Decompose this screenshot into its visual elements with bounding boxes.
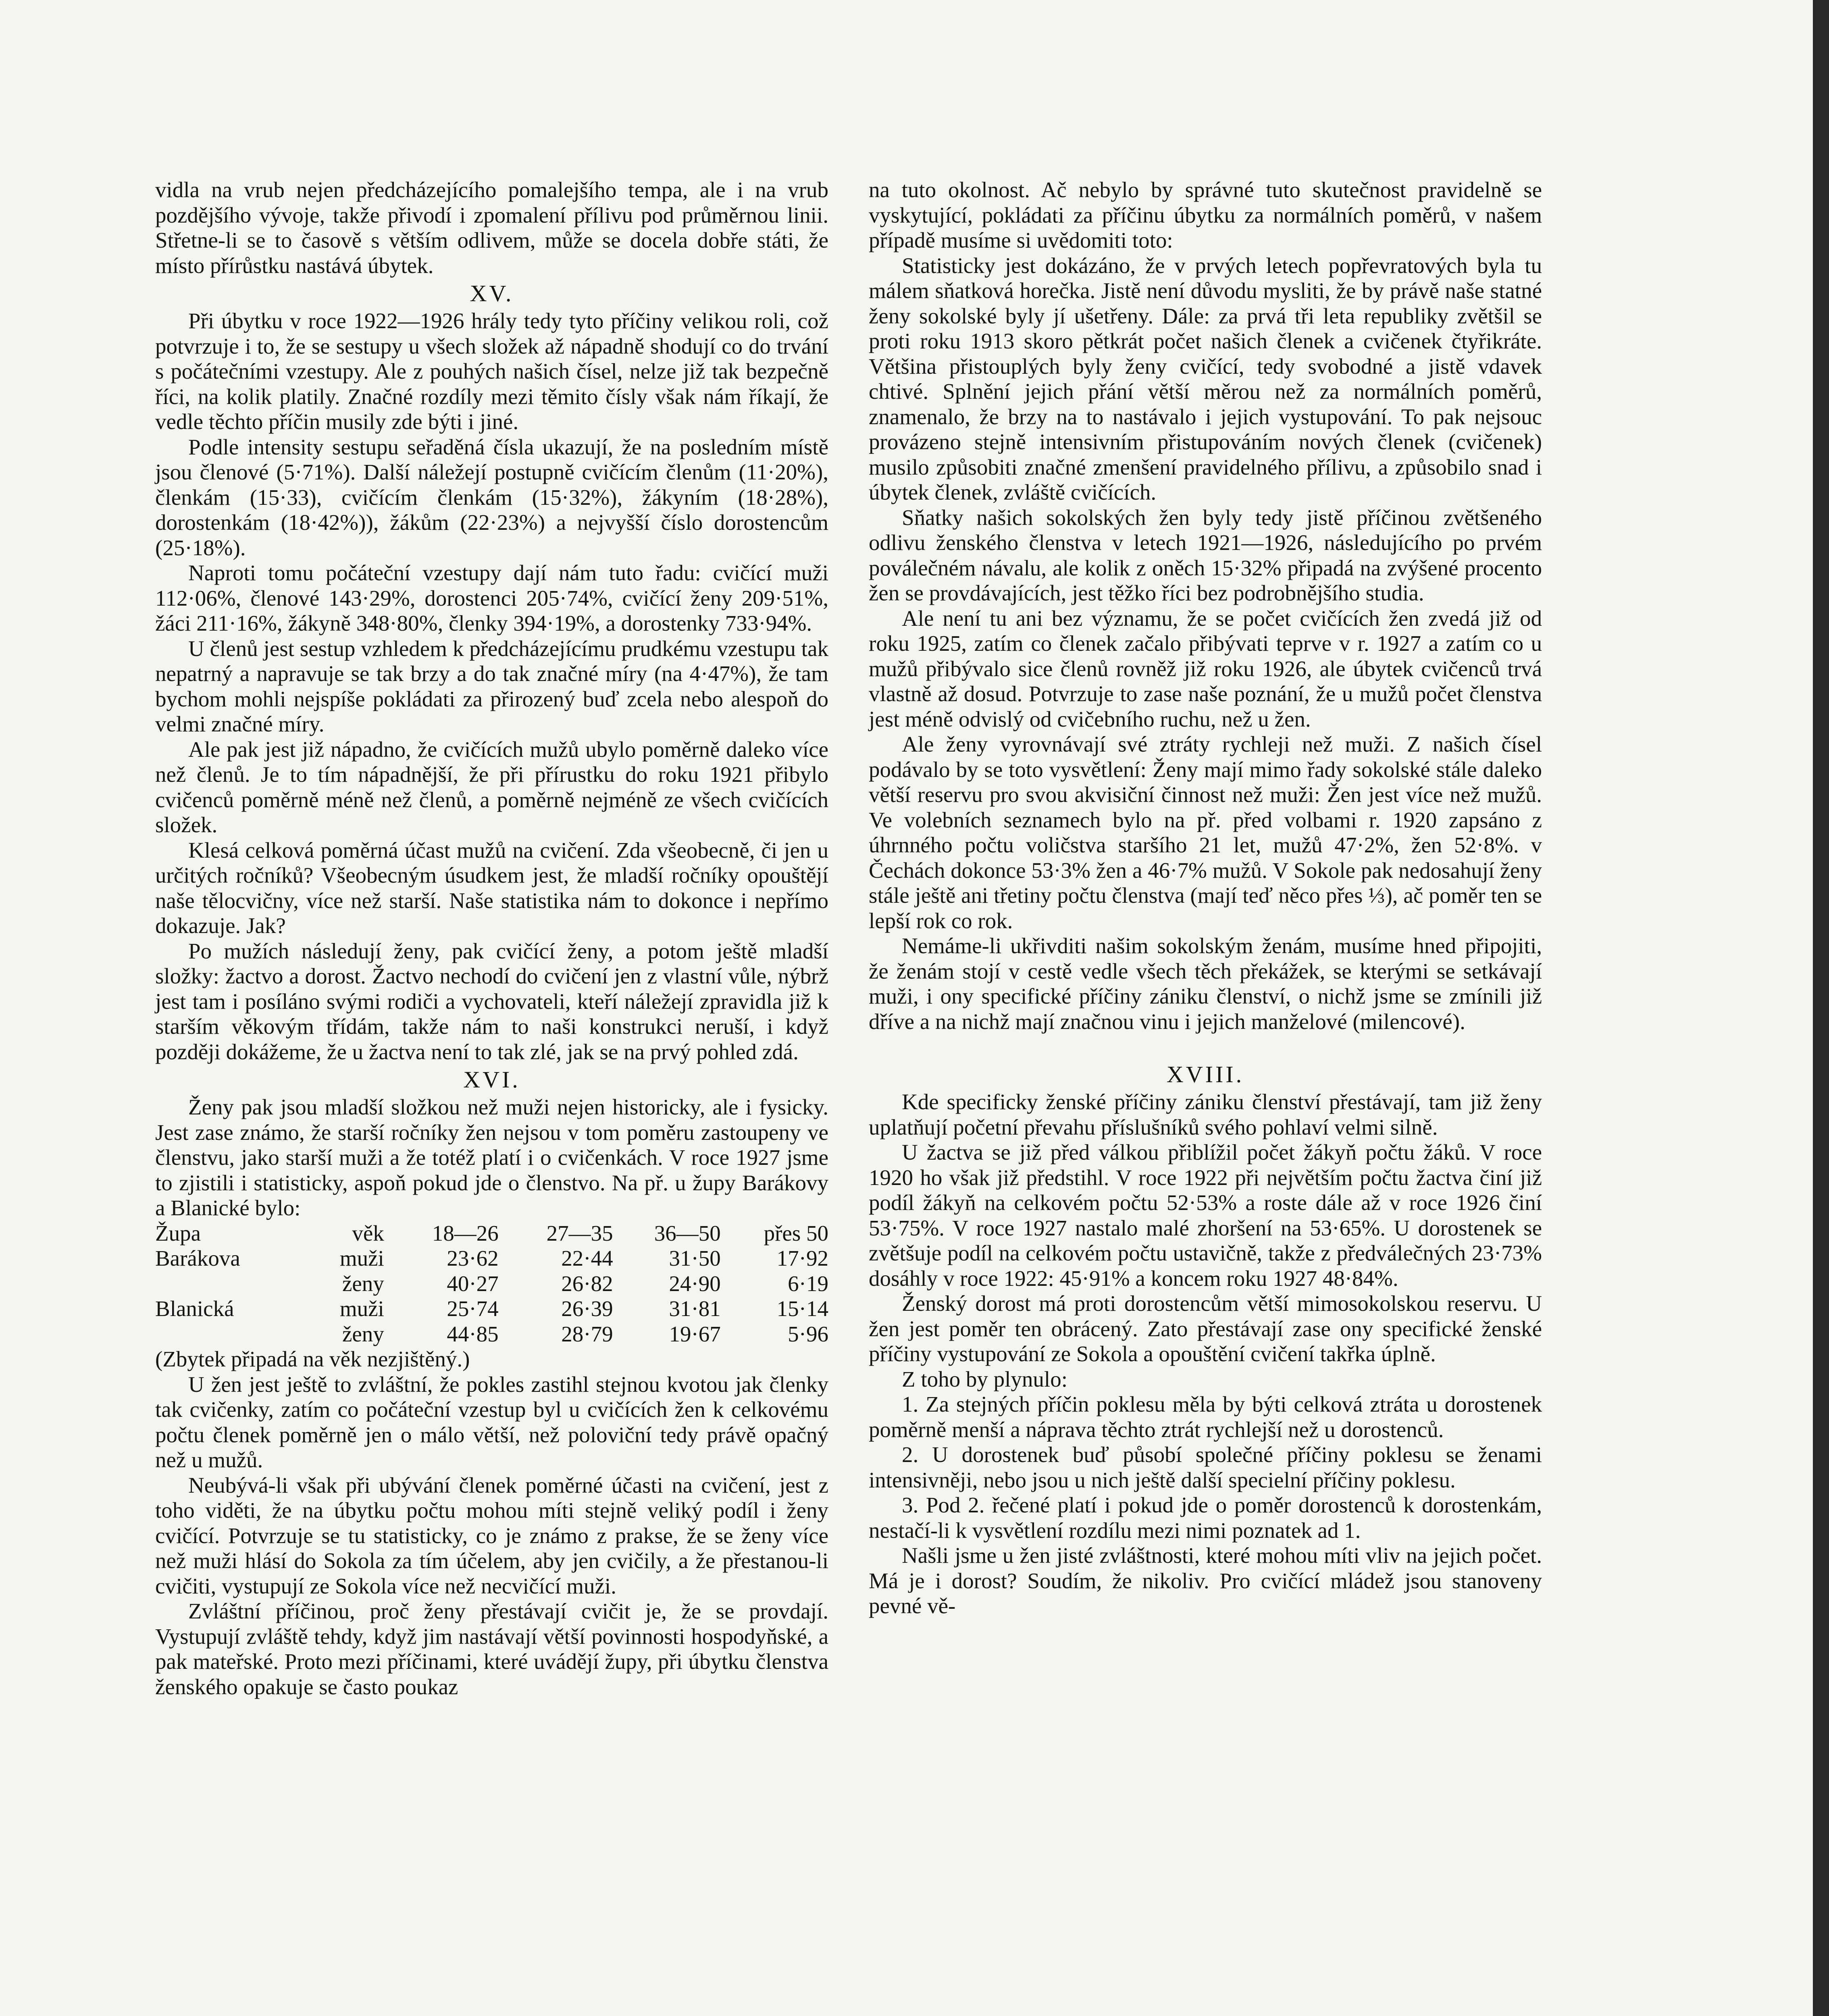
paragraph: Kde specificky ženské příčiny zániku členství přestávají, tam již ženy uplatňují početní převahu příslušníků svého pohlaví velmi silně. — [869, 1089, 1542, 1139]
table-cell-zupa: Barákova — [155, 1246, 240, 1270]
numbered-point: 2. U dorostenek buď působí společné příčiny poklesu se ženami intensivněji, nebo jsou u nich ještě další specielní příčiny poklesu. — [869, 1442, 1542, 1492]
table-cell-zupa — [155, 1271, 290, 1297]
paragraph: Ženy pak jsou mladší složkou než muži nejen historicky, ale i fysicky. Jest zase známo, že starší ročníky žen nejsou v tom poměru zastoupeny ve členstvu, jako starší muži a že totéž platí i o cvičenkách. V roce 1927 jsme to zjistili i statisticky, aspoň pokud jde o členstvo. Na př. u župy Barákovy a Blanické bylo: — [155, 1095, 828, 1220]
table-cell-value: 25·74 — [447, 1296, 499, 1321]
paragraph: Statisticky jest dokázáno, že v prvých letech popřevratových byla tu málem sňatková horečka. Jistě není důvodu mysliti, že by právě naše statné ženy sokolské byly jí ušetřeny. Dále: za prvá tři leta republiky zvětšil se proti roku 1913 skoro pětkrát počet našich členek a cvičenek čtyřikráte. Většina přistouplých byly ženy cvičící, tedy svobodné a jistě vdavek chtivé. Splnění jejich přání větší měrou než za normálních poměrů, znamenalo, že brzy na to nastávalo i jejich vystupování. To pak nejsouc provázeno stejně intensivním přistupováním nových členek (cvičenek) musilo způsobiti značné zmenšení pravidelného přílivu, a způsobilo snad i úbytek členek, zvláště cvičících. — [869, 253, 1542, 504]
table-cell-value: 44·85 — [447, 1321, 499, 1346]
table-cell-value: 19·67 — [669, 1321, 721, 1346]
paragraph: Z toho by plynulo: — [902, 1366, 1067, 1391]
paragraph: U žactva se již před válkou přiblížil počet žákyň počtu žáků. V roce 1920 ho však již předstihl. V roce 1922 při největším počtu žactva činí již podíl žákyň na celkovém počtu 52·53% a roste dále až v roce 1926 činí 53·75%. V roce 1927 nastalo malé zhoršení na 53·65%. U dorostenek se zvětšuje podíl na celkovém počtu ustavičně, takže z předválečných 23·73% dosáhly v roce 1922: 45·91% a koncem roku 1927 48·84%. — [869, 1140, 1542, 1291]
table-cell-value: 31·81 — [669, 1296, 721, 1321]
table-cell-value: 24·90 — [669, 1271, 721, 1296]
table-note: (Zbytek připadá na věk nezjištěný.) — [155, 1347, 470, 1371]
table-row — [155, 1322, 828, 1347]
table-cell-value: 23·62 — [447, 1246, 499, 1270]
numbered-point: 1. Za stejných příčin poklesu měla by býti celková ztráta u dorostenek poměrně menší a náprava těchto ztrát rychlejší než u dorostenců. — [869, 1392, 1542, 1442]
table-header-cell: 27—35 — [546, 1220, 613, 1245]
paragraph: Podle intensity sestupu seřaděná čísla ukazují, že na posledním místě jsou členové (5·71%). Další náležejí postupně cvičícím členům (11·20%), členkám (15·33), cvičícím členkám (15·32%), žákyním (18·28%), dorostenkám (18·42%)), žákům (22·23%) a nejvyšší číslo dorostencům (25·18%). — [155, 434, 828, 560]
paragraph: Ale ženy vyrovnávají své ztráty rychleji než muži. Z našich čísel podávalo by se toto vysvětlení: Ženy mají mimo řady sokolské stále daleko větší reservu pro svou akvisiční činnost než muži: Žen jest více než mužů. Ve volebních seznamech bylo na př. před volbami r. 1920 zapsáno z úhrnného počtu voličstva staršího 21 let, mužů 47·2%, žen 52·8%. v Čechách dokonce 53·3% žen a 46·7% mužů. V Sokole pak nedosahují ženy stále ještě ani třetiny počtu členstva (mají teď něco přes ⅓), ač poměr ten se lepší rok co rok. — [869, 732, 1542, 933]
paragraph: Neubývá-li však při ubývání členek poměrné účasti na cvičení, jest z toho viděti, že na úbytku počtu mohou míti stejně veliký podíl i ženy cvičící. Potvrzuje se tu statisticky, co je známo z prakse, že se ženy více než muži hlásí do Sokola za tím účelem, aby jen cvičily, a že přestanou-li cvičiti, vystupují ze Sokola více než necvičící muži. — [155, 1472, 828, 1598]
table-cell-zupa: Blanická — [155, 1296, 234, 1321]
table-header-cell: Župa — [155, 1220, 201, 1245]
table-header-cell: 36—50 — [654, 1220, 721, 1245]
table-cell-value: 31·50 — [669, 1246, 721, 1270]
table-row — [155, 1246, 828, 1271]
scan-edge-shadow — [1813, 0, 1829, 2016]
table-cell-sex: ženy — [342, 1271, 384, 1296]
section-spacer — [869, 1034, 1542, 1059]
paragraph: Po mužích následují ženy, pak cvičící ženy, a potom ještě mladší složky: žactvo a dorost. Žactvo nechodí do cvičení jen z vlastní vůle, nýbrž jest tam i posíláno svými rodiči a vychovateli, kteří náležejí zpravidla již k starším věkovým třídám, takže nám to naši konstrukci neruší, i když později dokážeme, že u žactva není to tak zlé, jak se na prvý pohled zdá. — [155, 938, 828, 1064]
section-heading-xv: XV. — [470, 280, 514, 306]
paragraph: Ženský dorost má proti dorostencům větší mimosokolskou reservu. U žen jest poměr ten obrácený. Zato přestávají zase ony specifické ženské příčiny vystupování ze Sokola a opouštění cvičení takřka úplně. — [869, 1291, 1542, 1366]
paragraph: Sňatky našich sokolských žen byly tedy jistě příčinou zvětšeného odlivu ženského členstva v letech 1921—1926, následujícího po prvém poválečném návalu, ale kolik z oněch 15·32% připadá na zvýšené procento žen se provdávajících, jest těžko říci bez podrobnějšího studia. — [869, 505, 1542, 605]
numbered-point: 3. Pod 2. řečené platí i pokud jde o poměr dorostenců k dorostenkám, nestačí-li k vysvětlení rozdílu mezi nimi poznatek ad 1. — [869, 1493, 1542, 1543]
right-column — [869, 177, 1542, 1619]
paragraph: Ale pak jest již nápadno, že cvičících mužů ubylo poměrně daleko více než členů. Je to tím nápadnější, že při přírustku do roku 1921 přibylo cvičenců poměrně méně než členů, a poměrně nejméně ze všech cvičících složek. — [155, 737, 828, 837]
table-cell-value: 28·79 — [561, 1321, 613, 1346]
table-cell-value: 22·44 — [561, 1246, 613, 1270]
paragraph: Klesá celková poměrná účast mužů na cvičení. Zda všeobecně, či jen u určitých ročníků? Všeobecným úsudkem jest, že mladší ročníky opouštějí naše tělocvičny, více než starší. Naše statistika nám to dokonce i nepřímo dokazuje. Jak? — [155, 837, 828, 938]
table-cell-value: 17·92 — [776, 1246, 828, 1270]
table-cell-value: 15·14 — [776, 1296, 828, 1321]
table-cell-zupa — [155, 1322, 290, 1347]
table-cell-value: 5·96 — [788, 1321, 828, 1346]
table-cell-sex: ženy — [342, 1321, 384, 1346]
paragraph: na tuto okolnost. Ač nebylo by správné tuto skutečnost pravidelně se vyskytující, pokládati za příčinu úbytku za normálních poměrů, v našem případě musíme si uvědomiti toto: — [869, 177, 1542, 252]
table-cell-sex: muži — [339, 1296, 384, 1321]
paragraph: Nemáme-li ukřivditi našim sokolským ženám, musíme hned připojiti, že ženám stojí v cestě vedle všech těch překážek, se kterými se setkávají muži, i ony specifické příčiny zániku členství, o nichž jsme se zmínili již dříve a na nichž mají značnou vinu i jejich manželové (milencové). — [869, 933, 1542, 1034]
table-cell-value: 26·82 — [561, 1271, 613, 1296]
table-header-cell: přes 50 — [764, 1220, 828, 1245]
paragraph: Zvláštní příčinou, proč ženy přestávají cvičit je, že se provdají. Vystupují zvláště tehdy, když jim nastávají větší povinnosti hospodyňské, a pak mateřské. Proto mezi příčinami, které uvádějí župy, při úbytku členstva ženského opakuje se často poukaz — [155, 1599, 828, 1699]
paragraph: Při úbytku v roce 1922—1926 hrály tedy tyto příčiny velikou roli, což potvrzuje i to, že se sestupy u všech složek až nápadně shodují co do trvání s počátečními vzestupy. Ale z pouhých našich čísel, nelze již tak bezpečně říci, na kolik platily. Značné rozdíly mezi těmito čísly však nám říkají, že vedle těchto příčin musily zde býti i jiné. — [155, 308, 828, 434]
table-cell-value: 26·39 — [561, 1296, 613, 1321]
table-row — [155, 1296, 828, 1322]
table-cell-value: 40·27 — [447, 1271, 499, 1296]
section-heading-xviii: XVIII. — [1166, 1061, 1244, 1087]
paragraph: Našli jsme u žen jisté zvláštnosti, které mohou míti vliv na jejich počet. Má je i dorost? Soudím, že nikoliv. Pro cvičící mládež jsou stanoveny pevné vě- — [869, 1543, 1542, 1618]
left-column — [155, 177, 828, 1699]
section-heading-xvi: XVI. — [463, 1066, 520, 1093]
paragraph: Ale není tu ani bez významu, že se počet cvičících žen zvedá již od roku 1925, zatím co členek začalo přibývati teprve v r. 1927 a zatím co u mužů přibývalo sice členů rovněž již roku 1926, ale úbytek cvičenců trvá vlastně až dosud. Potvrzuje to zase naše poznání, že u mužů počet členstva jest méně odvislý od cvičebního ruchu, než u žen. — [869, 606, 1542, 731]
paragraph: U žen jest ještě to zvláštní, že pokles zastihl stejnou kvotou jak členky tak cvičenky, zatím co počáteční vzestup byl u cvičících žen k celkovému počtu členek poměrně jen o málo větší, než poloviční tedy právě opačný než u mužů. — [155, 1372, 828, 1472]
table-header-row — [155, 1221, 828, 1246]
paragraph: Naproti tomu počáteční vzestupy dají nám tuto řadu: cvičící muži 112·06%, členové 143·29%, dorostenci 205·74%, cvičící ženy 209·51%, žáci 211·16%, žákyně 348·80%, členky 394·19%, a dorostenky 733·94%. — [155, 560, 828, 635]
table-row — [155, 1271, 828, 1297]
age-statistics-table — [155, 1221, 828, 1347]
table-header-cell: věk — [352, 1220, 384, 1245]
table-header-cell: 18—26 — [432, 1220, 499, 1245]
table-cell-value: 6·19 — [788, 1271, 828, 1296]
intro-paragraph: vidla na vrub nejen předcházejícího pomalejšího tempa, ale i na vrub pozdějšího vývoje, takže přivodí i zpomalení přílivu pod průměrnou linii. Střetne-li se to časově s větším odlivem, může se docela dobře státi, že místo přírůstku nastává úbytek. — [155, 177, 828, 278]
table-cell-sex: muži — [339, 1246, 384, 1270]
paragraph: U členů jest sestup vzhledem k předcházejícímu prudkému vzestupu tak nepatrný a napravuje se tak brzy a do tak značné míry (na 4·47%), že tam bychom mohli nejspíše pokládati za přirozený buď zcela nebo alespoň do velmi značné míry. — [155, 636, 828, 736]
